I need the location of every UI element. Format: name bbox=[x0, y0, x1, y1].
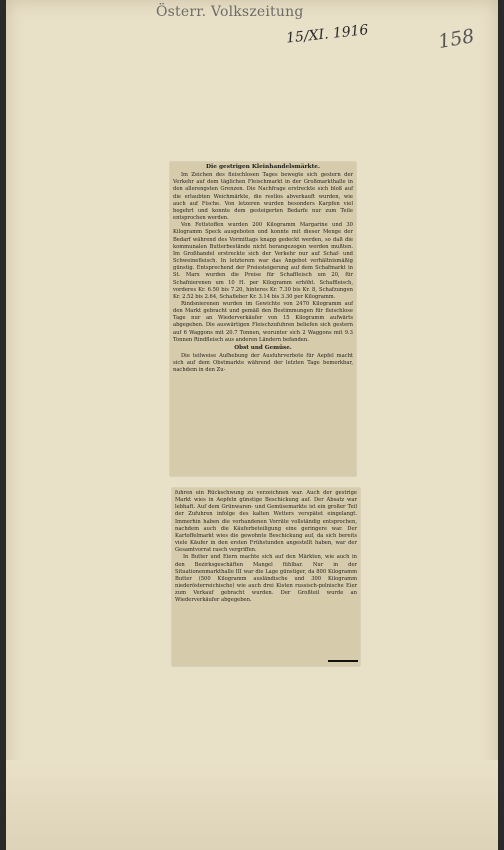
newspaper-clipping-part-1 bbox=[170, 162, 356, 476]
article-title: Die gestrigen Kleinhandelsmärkte. bbox=[206, 164, 320, 170]
article-paragraph: Die teilweise Aufhebung der Ausfuhrverbote für Aepfel macht sich auf dem Obstmarkte während der letzten Tage bemerkbar, nachdem in den Zu- bbox=[173, 353, 353, 374]
newspaper-name: Österr. Volkszeitung bbox=[156, 4, 304, 20]
article-paragraph: Rindsnierenen wurden im Gewichte von 2470 Kilogramm auf den Markt gebracht und gemäß den Bestimmungen für fleischlose Tage nur an Wiederverkäufer von 15 Kilogramm aufwärts abgegeben. Die auswärtigen Fleischzufuhren beliefen sich gestern auf 6 Waggons mit 20.7 Tonnen, worunter sich 2 Waggons mit 9.3 Tonnen Rindfleisch aus anderen Ländern befanden. bbox=[173, 300, 353, 343]
article-paragraph: Von Fettstoffen wurden 200 Kilogramm Margarine und 30 Kilogramm Speck ausgeboten und konnte mit dieser Menge der Bedarf während des Vormittags knapp gedeckt werden, so daß die kommunalen Butterbestände nicht herangezogen werden mußten. Im Großhandel erstreckte sich der Verkehr nur auf Schaf- und Schweinefleisch. In letzterem war das Angebot verhältnismäßig günstig. Entsprechend der Preissteigerung auf dem Schafmarkt in St. Marx wurden die Preise für Schaffleisch um 20, für Schafnierenen um 10 H. per Kilogramm erhöht. Schaffleisch, vorderes Kr. 6.50 bis 7.20, hinteres Kr. 7.30 bis Kr. 8, Schafzungen Kr. 2.52 bis 2.64, Schafleber Kr. 3.14 bis 3.30 per Kilogramm. bbox=[173, 222, 353, 300]
handwritten-page-number: 158 bbox=[436, 25, 477, 54]
article-paragraph: In Butter und Eiern machte sich auf den Märkten, wie auch in den Bezirksgeschäften Mangel fühlbar. Nur in der Situationenmarkthalle III war die Lage günstiger, da 800 Kilogramm Butter (500 Kilogramm ausländische und 300 Kilogramm niederösterreichische) wie auch drei Kisten russisch-polnische Eier zum Verkauf gebracht wurden. Der Großteil wurde an Wiederverkäufer abgegeben. bbox=[175, 554, 357, 604]
handwritten-date: 15/XI. 1916 bbox=[285, 22, 370, 47]
end-rule bbox=[328, 660, 358, 662]
archive-sheet bbox=[6, 0, 498, 850]
article-subheading: Obst und Gemüse. bbox=[234, 344, 292, 351]
paper-shadow bbox=[6, 760, 498, 850]
article-continuation: fuhren ein Rückschwung zu verzeichnen war. Auch der gestrige Markt wies in Aepfeln günstige Beschickung auf. Der Absatz war lebhaft. Auf dem Grünwaren- und Gemüsemarkte ist ein großer Teil der Zufuhren infolge des kalten Wetters verspätet eingelangt. Immerhin haben die vorhandenen Vorräte vollständig entsprochen, nachdem auch die Käuferbeteiligung eine geringere war. Der Kartoffelmarkt wies die gewohnte Beschickung auf, da sich bereits viele Käufer in den ersten Frühstunden angestellt haben, war der Gesamtvorrat rasch vergriffen. bbox=[175, 490, 357, 554]
newspaper-clipping-part-2 bbox=[172, 488, 360, 666]
article-paragraph: Im Zeichen des fleischlosen Tages bewegte sich gestern der Verkehr auf dem täglichen Fleischmarkt in der Großmarkthalle in den allerengsten Grenzen. Die Nachfrage erstreckte sich bloß auf die erlaubten Weichmärkte, die restlos abverkauft wurden, wie auch auf Fische. Von letzeren wurden besonders Karpfen viel begehrt und konnte dem gesteigerten Bedarfe nur zum Teile entsprochen werden. bbox=[173, 172, 353, 222]
